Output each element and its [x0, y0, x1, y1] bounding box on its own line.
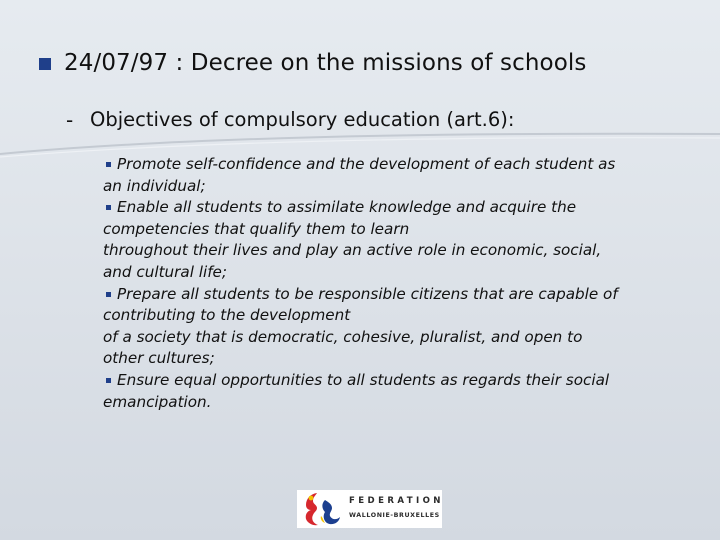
objective-line: Ensure equal opportunities to all students as regards their social [103, 370, 663, 392]
objective-line: Prepare all students to be responsible citizens that are capable of [103, 284, 663, 306]
slide-heading: 24/07/97 : Decree on the missions of schools [64, 50, 587, 76]
objective-line: Enable all students to assimilate knowledge and acquire the [103, 197, 663, 219]
subheading-dash: - [66, 108, 74, 132]
objective-line: an individual; [103, 176, 206, 195]
logo-title: FEDERATION [349, 496, 444, 506]
square-bullet-icon [106, 292, 111, 297]
federation-emblem-icon [297, 490, 347, 528]
objective-line: competencies that qualify them to learn [103, 219, 410, 238]
objective-line: throughout their lives and play an active role in economic, social, [103, 241, 602, 260]
logo-subtitle: WALLONIE-BRUXELLES [349, 512, 440, 519]
objectives-list [103, 154, 663, 413]
objective-line: contributing to the development [103, 306, 351, 325]
objective-line: of a society that is democratic, cohesive, pluralist, and open to [103, 327, 583, 346]
heading-bullet-icon [39, 58, 51, 70]
objective-line: Promote self-confidence and the development of each student as [103, 154, 663, 176]
square-bullet-icon [106, 162, 111, 167]
objective-line: emancipation. [103, 392, 212, 411]
objective-line: and cultural life; [103, 262, 228, 281]
square-bullet-icon [106, 378, 111, 383]
objective-line: other cultures; [103, 349, 215, 368]
federation-logo [297, 490, 442, 528]
slide-subheading: Objectives of compulsory education (art.6): [90, 108, 515, 131]
square-bullet-icon [106, 205, 111, 210]
